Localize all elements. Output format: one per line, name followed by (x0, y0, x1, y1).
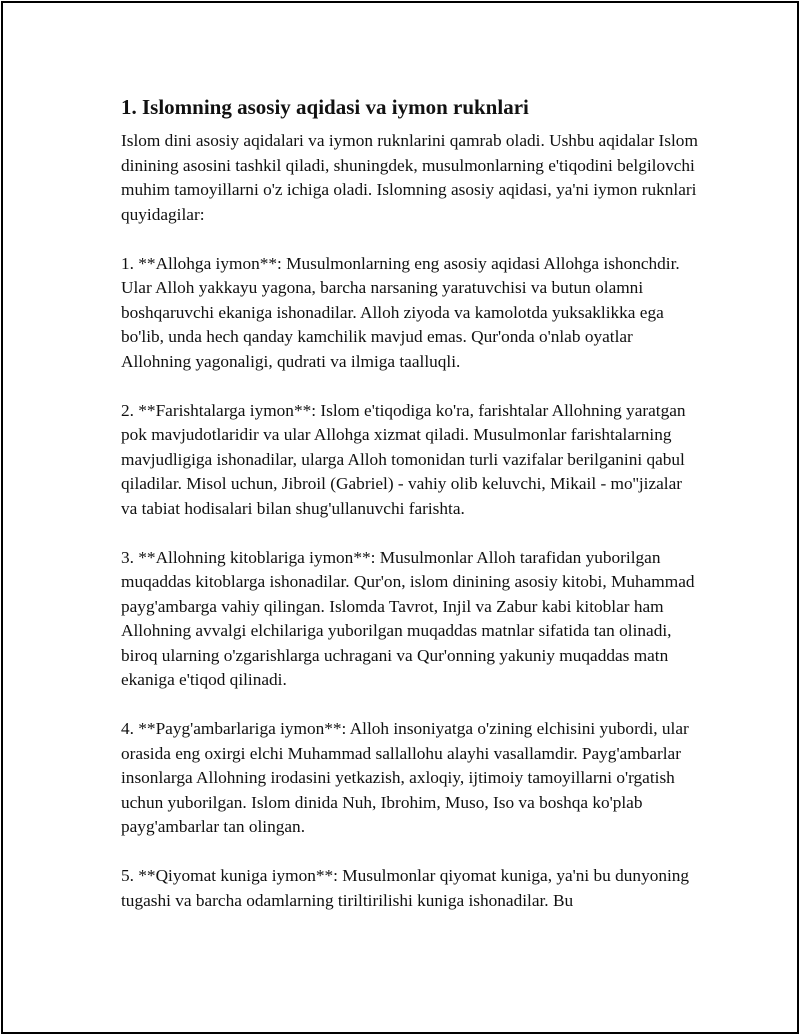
paragraph-kitoblariga-iymon: 3. **Allohning kitoblariga iymon**: Musulmonlar Alloh tarafidan yuborilgan muqaddas kitoblarga ishonadilar. Qur'on, islom dinining asosiy kitobi, Muhammad payg'ambarga vahiy qilingan. Islomda Tavrot, Injil va Zabur kabi kitoblar ham Allohning avvalgi elchilariga yuborilgan muqaddas matnlar sifatida tan olinadi, biroq ularning o'zgarishlarga uchragani va Qur'onning yakuniy muqaddas matn ekaniga e'tiqod qilinadi. (121, 547, 695, 689)
paragraph-allohga-iymon: 1. **Allohga iymon**: Musulmonlarning eng asosiy aqidasi Allohga ishonchdir. Ular Alloh yakkayu yagona, barcha narsaning yaratuvchisi va butun olamni boshqaruvchi ekaniga ishonadilar. Alloh ziyoda va kamolotda yuksaklikka ega bo'lib, unda hech qanday kamchilik mavjud emas. Qur'onda o'nlab oyatlar Allohning yagonaligi, qudrati va ilmiga taalluqli. (121, 253, 680, 371)
intro-paragraph: Islom dini asosiy aqidalari va iymon ruknlarini qamrab oladi. Ushbu aqidalar Islom dinining asosini tashkil qiladi, shuningdek, musulmonlarning e'tiqodini belgilovchi muhim tamoyillarni o'z ichiga oladi. Islomning asosiy aqidasi, ya'ni iymon ruknlari quyidagilar: (121, 131, 698, 224)
document-title: 1. Islomning asosiy aqidasi va iymon ruknlari (121, 95, 529, 119)
paragraph-qiyomat-kuniga-iymon: 5. **Qiyomat kuniga iymon**: Musulmonlar qiyomat kuniga, ya'ni bu dunyoning tugashi va barcha odamlarning tiriltirilishi kuniga ishonadilar. Bu (121, 866, 690, 910)
document-body (121, 93, 701, 938)
paragraph-farishtalarga-iymon: 2. **Farishtalarga iymon**: Islom e'tiqodiga ko'ra, farishtalar Allohning yaratgan pok mavjudotlaridir va ular Allohga xizmat qiladi. Musulmonlar farishtalarning mavjudligiga ishonadilar, ularga Alloh tomonidan turli vazifalar berilganini qabul qiladilar. Misol uchun, Jibroil (Gabriel) - vahiy olib keluvchi, Mikail - mo''jizalar va tabiat hodisalari bilan shug'ullanuvchi farishta. (121, 400, 686, 518)
document-page (1, 1, 799, 1034)
paragraph-paygambarlariga-iymon: 4. **Payg'ambarlariga iymon**: Alloh insoniyatga o'zining elchisini yubordi, ular orasida eng oxirgi elchi Muhammad sallallohu alayhi vasallamdir. Payg'ambarlar insonlarga Allohning irodasini yetkazish, axloqiy, ijtimoiy tamoyillarni o'rgatish uchun yuborilgan. Islom dinida Nuh, Ibrohim, Muso, Iso va boshqa ko'plab payg'ambarlar tan olingan. (121, 719, 689, 836)
